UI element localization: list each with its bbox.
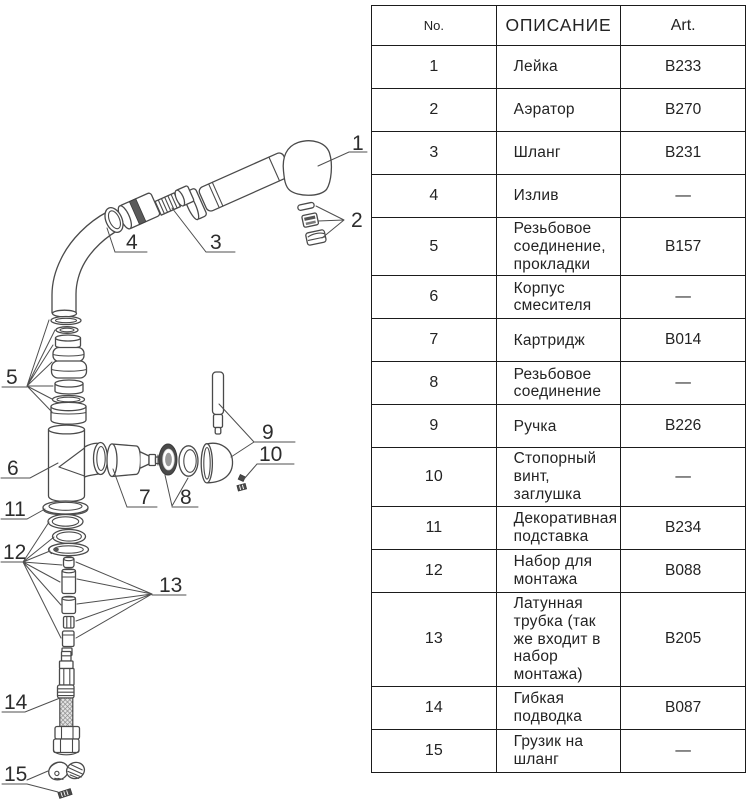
row-art: B014 — [621, 319, 746, 362]
part-label-11: 11 — [4, 498, 26, 521]
table-row — [372, 405, 746, 448]
table-row — [372, 46, 746, 89]
row-art: B234 — [621, 506, 746, 549]
row-art: B157 — [621, 218, 746, 276]
part-label-4: 4 — [126, 231, 138, 254]
row-desc: Лейка — [496, 46, 621, 89]
part-label-14: 14 — [4, 691, 28, 714]
col-header-no: No. — [372, 6, 497, 46]
table-row — [372, 89, 746, 132]
row-no: 9 — [372, 405, 497, 448]
row-desc: Гибкая подводка — [496, 686, 621, 729]
row-art: B087 — [621, 686, 746, 729]
row-desc: Шланг — [496, 132, 621, 175]
row-desc: Корпус смесителя — [496, 276, 621, 319]
row-art: — — [621, 276, 746, 319]
row-desc: Резьбовое соединение, прокладки — [496, 218, 621, 276]
part-label-2: 2 — [351, 209, 363, 232]
table-row — [372, 686, 746, 729]
row-no: 13 — [372, 592, 497, 686]
row-desc: Аэратор — [496, 89, 621, 132]
row-no: 3 — [372, 132, 497, 175]
row-desc: Грузик на шланг — [496, 729, 621, 772]
table-row — [372, 448, 746, 506]
part-label-12: 12 — [3, 541, 27, 564]
part-mounting-set — [48, 515, 89, 556]
row-art: B270 — [621, 89, 746, 132]
row-art: — — [621, 448, 746, 506]
table-row — [372, 362, 746, 405]
parts-table — [371, 5, 746, 773]
part-hose-weight — [46, 759, 87, 798]
row-no: 1 — [372, 46, 497, 89]
row-no: 8 — [372, 362, 497, 405]
part-threaded-joint-gaskets — [51, 317, 87, 425]
row-no: 14 — [372, 686, 497, 729]
row-art: B233 — [621, 46, 746, 89]
part-label-9: 9 — [262, 421, 274, 444]
col-header-desc: ОПИСАНИЕ — [496, 6, 621, 46]
part-label-13: 13 — [159, 574, 183, 597]
part-cartridge — [107, 444, 161, 477]
row-no: 15 — [372, 729, 497, 772]
table-row — [372, 592, 746, 686]
part-label-15: 15 — [4, 763, 28, 786]
part-decorative-base — [43, 501, 88, 515]
part-label-7: 7 — [139, 486, 151, 509]
row-desc: Излив — [496, 175, 621, 218]
row-no: 11 — [372, 506, 497, 549]
row-desc: Набор для монтажа — [496, 549, 621, 592]
part-label-1: 1 — [352, 132, 364, 155]
row-art: — — [621, 175, 746, 218]
table-row — [372, 175, 746, 218]
row-desc: Латунная трубка (так же входит в набор монтажа) — [496, 592, 621, 686]
row-desc: Стопорный винт, заглушка — [496, 448, 621, 506]
row-no: 12 — [372, 549, 497, 592]
row-desc: Ручка — [496, 405, 621, 448]
row-art: B231 — [621, 132, 746, 175]
row-desc: Декоративная подставка — [496, 506, 621, 549]
table-header-row — [372, 6, 746, 46]
part-aerator — [297, 201, 326, 246]
part-label-8: 8 — [180, 486, 192, 509]
part-label-6: 6 — [7, 457, 19, 480]
row-no: 2 — [372, 89, 497, 132]
faucet-exploded-diagram — [0, 0, 372, 800]
part-flexible-hose — [54, 652, 80, 755]
row-art: B226 — [621, 405, 746, 448]
col-header-art: Art. — [621, 6, 746, 46]
row-desc: Резьбовое соединение — [496, 362, 621, 405]
table-row — [372, 132, 746, 175]
row-desc: Картридж — [496, 319, 621, 362]
part-label-5: 5 — [6, 366, 18, 389]
part-label-3: 3 — [210, 231, 222, 254]
table-row — [372, 506, 746, 549]
row-art: B088 — [621, 549, 746, 592]
table-row — [372, 319, 746, 362]
row-no: 5 — [372, 218, 497, 276]
table-row — [372, 218, 746, 276]
table-row — [372, 276, 746, 319]
table-row — [372, 729, 746, 772]
row-no: 4 — [372, 175, 497, 218]
part-spout — [52, 192, 161, 317]
part-label-10: 10 — [259, 443, 283, 466]
table-row — [372, 549, 746, 592]
row-art: B205 — [621, 592, 746, 686]
row-no: 6 — [372, 276, 497, 319]
row-no: 10 — [372, 448, 497, 506]
row-art: — — [621, 729, 746, 772]
row-no: 7 — [372, 319, 497, 362]
row-art: — — [621, 362, 746, 405]
part-brass-tube — [62, 557, 76, 656]
part-threaded-rings — [159, 444, 198, 476]
part-handle — [201, 372, 232, 483]
